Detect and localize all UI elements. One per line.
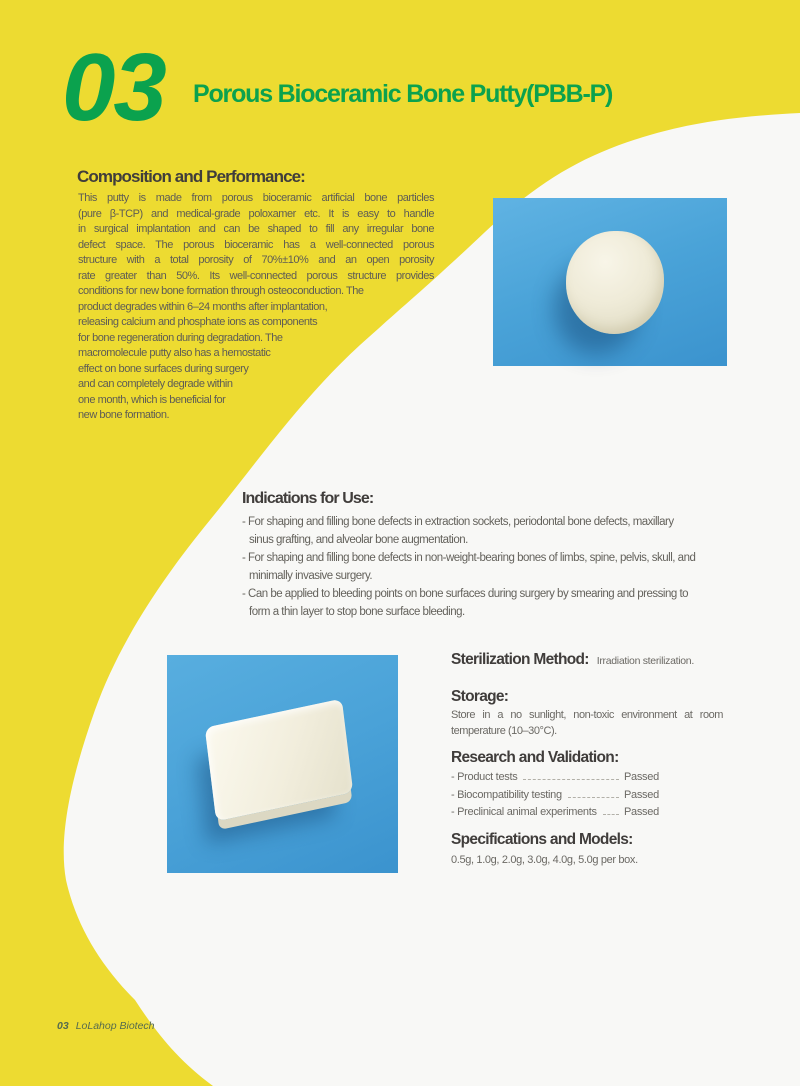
indication-line: form a thin layer to stop bone surface bleeding. <box>249 606 465 618</box>
indication-line: - For shaping and filling bone defects in non-weight-bearing bones of limbs, spine, pelvis, skull, and <box>242 552 696 564</box>
composition-paragraph <box>78 191 434 424</box>
putty-slab <box>205 699 353 822</box>
research-row <box>451 806 660 824</box>
paragraph-line: in surgical implantation and can be shaped to fill any irregular bone <box>78 223 434 235</box>
sterilization-value: Irradiation sterilization. <box>596 655 694 667</box>
paragraph-line: conditions for new bone formation through osteoconduction. The <box>78 285 364 297</box>
paragraph-line: new bone formation. <box>78 409 170 421</box>
dotted-leader <box>523 779 619 780</box>
dotted-leader <box>568 797 619 798</box>
indication-line: - For shaping and filling bone defects in extraction sockets, periodontal bone defects, maxillary <box>242 516 674 528</box>
research-row-label: - Product tests <box>451 771 518 783</box>
sterilization-block <box>451 650 694 669</box>
putty-ball-photo <box>493 198 727 366</box>
paragraph-line: for bone regeneration during degradation. The <box>78 331 283 344</box>
paragraph-line: effect on bone surfaces during surgery <box>78 362 249 375</box>
paragraph-line: (pure β-TCP) and medical-grade poloxamer etc. It is easy to handle <box>78 207 434 220</box>
paragraph-line: This putty is made from porous bioceramic artificial bone particles <box>78 192 434 204</box>
storage-line: temperature (10–30°C). <box>451 725 557 737</box>
research-heading: Research and Validation: <box>451 749 619 766</box>
dotted-leader <box>603 814 619 815</box>
footer-page-number: 03 <box>57 1020 69 1032</box>
paragraph-line: product degrades within 6–24 months after implantation, <box>78 300 328 313</box>
indications-list <box>242 513 798 621</box>
indications-heading: Indications for Use: <box>242 490 374 507</box>
storage-line: Store in a no sunlight, non-toxic environment at room <box>451 709 723 721</box>
paragraph-line: and can completely degrade within <box>78 378 233 390</box>
page-footer <box>57 1019 155 1033</box>
indication-line: minimally invasive surgery. <box>249 570 373 582</box>
section-number: 03 <box>62 34 165 141</box>
research-row <box>451 771 660 789</box>
research-row-status: Passed <box>624 788 659 801</box>
putty-slab-photo <box>167 655 398 873</box>
research-row-status: Passed <box>624 771 659 783</box>
paragraph-line: rate greater than 50%. Its well-connected porous structure provides <box>78 269 434 282</box>
page-title: Porous Bioceramic Bone Putty(PBB-P) <box>193 80 613 108</box>
composition-heading: Composition and Performance: <box>77 167 305 186</box>
indication-line: sinus grafting, and alveolar bone augmentation. <box>249 534 468 546</box>
paragraph-line: macromolecule putty also has a hemostatic <box>78 347 271 359</box>
research-row <box>451 789 660 807</box>
specifications-heading: Specifications and Models: <box>451 831 633 848</box>
sterilization-heading: Sterilization Method: <box>451 651 589 668</box>
paragraph-line: one month, which is beneficial for <box>78 393 226 406</box>
research-row-label: - Biocompatibility testing <box>451 788 562 801</box>
specifications-value: 0.5g, 1.0g, 2.0g, 3.0g, 4.0g, 5.0g per box. <box>451 854 638 866</box>
paragraph-line: releasing calcium and phosphate ions as components <box>78 316 318 328</box>
paragraph-line: defect space. The porous bioceramic has a well-connected porous <box>78 238 434 251</box>
storage-heading: Storage: <box>451 688 509 705</box>
footer-company-name: LoLahop Biotech <box>75 1020 155 1032</box>
research-row-label: - Preclinical animal experiments <box>451 806 597 818</box>
putty-ball <box>566 231 664 334</box>
research-rows <box>451 771 660 824</box>
research-row-status: Passed <box>624 806 659 818</box>
paragraph-line: structure with a total porosity of 70%±10% and an open porosity <box>78 254 434 266</box>
storage-text <box>451 707 723 739</box>
indication-line: - Can be applied to bleeding points on bone surfaces during surgery by smearing and pressing to <box>242 588 689 600</box>
